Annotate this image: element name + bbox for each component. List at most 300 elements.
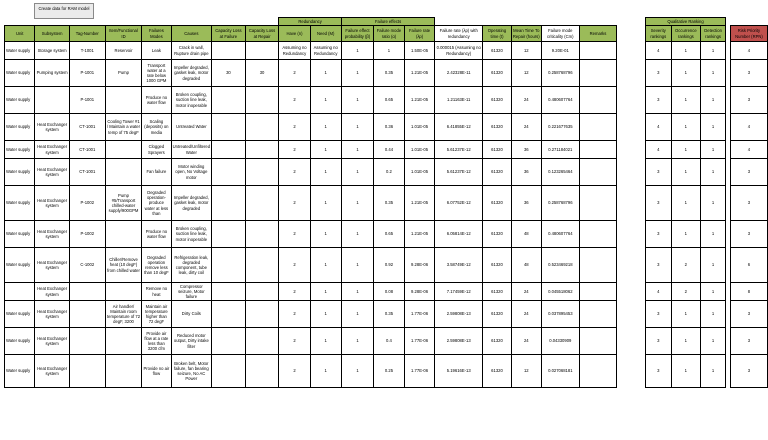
cell-remarks[interactable] (579, 283, 616, 301)
col-occurrence: Occurrence rankings (671, 26, 700, 42)
cell-alpha[interactable]: 0.35 (374, 186, 405, 221)
cell-sev[interactable]: 3 (645, 159, 671, 186)
cell-cm[interactable]: 0.258768796 (541, 60, 579, 87)
cell-det[interactable]: 1 (700, 221, 725, 248)
cell-t[interactable]: 61320 (483, 355, 512, 388)
cell-capf[interactable] (212, 283, 246, 301)
cell-lam[interactable]: 1.21E-05 (404, 186, 435, 221)
cell-have[interactable]: 2 (279, 159, 310, 186)
cell-t[interactable]: 61320 (483, 186, 512, 221)
cell-capf[interactable] (212, 141, 246, 159)
cell-capr[interactable] (245, 328, 279, 355)
cell-need[interactable]: 1 (310, 248, 341, 283)
cell-cause[interactable]: Impeller degraded, gasket leak, motor degraded (171, 60, 211, 87)
cell-cause[interactable]: Motor winding open, No Voltage motor (171, 159, 211, 186)
cell-beta[interactable]: 1 (341, 283, 373, 301)
cell-lam[interactable]: 1.77E-06 (404, 328, 435, 355)
cell-det[interactable]: 1 (700, 42, 725, 60)
cell-beta[interactable]: 1 (341, 186, 373, 221)
cell-sev[interactable]: 3 (645, 87, 671, 114)
cell-tag[interactable]: P-1002 (69, 221, 105, 248)
cell-unit[interactable]: Water supply (5, 328, 35, 355)
cell-mode[interactable]: Degraded operation remove less than 10 degF (142, 248, 171, 283)
cell-alpha[interactable]: 0.65 (374, 87, 405, 114)
cell-cm[interactable]: 0.480607764 (541, 221, 579, 248)
cell-capr[interactable] (245, 42, 279, 60)
cell-occ[interactable]: 1 (671, 114, 700, 141)
cell-tag[interactable]: P-1002 (69, 186, 105, 221)
cell-occ[interactable]: 1 (671, 301, 700, 328)
cell-sub[interactable]: Heat Exchanger system (35, 328, 69, 355)
cell-t[interactable]: 61320 (483, 60, 512, 87)
cell-sub[interactable]: Heat Exchanger system (35, 248, 69, 283)
cell-beta[interactable]: 1 (341, 60, 373, 87)
cell-cause[interactable]: Refrigeration leak, degraded component, tube leak, dirty coil (171, 248, 211, 283)
cell-sev[interactable]: 3 (645, 221, 671, 248)
cell-alpha[interactable]: 0.35 (374, 301, 405, 328)
cell-mttr[interactable]: 24 (511, 87, 541, 114)
cell-t[interactable]: 61320 (483, 283, 512, 301)
cell-occ[interactable]: 1 (671, 328, 700, 355)
cell-mttr[interactable]: 24 (511, 283, 541, 301)
cell-rpn[interactable]: 4 (730, 141, 767, 159)
cell-capf[interactable] (212, 159, 246, 186)
cell-remarks[interactable] (579, 328, 616, 355)
cell-remarks[interactable] (579, 60, 616, 87)
cell-cause[interactable]: Untreated/Unfiltered Water (171, 141, 211, 159)
cell-sev[interactable]: 3 (645, 355, 671, 388)
cell-tag[interactable] (69, 355, 105, 388)
cell-sev[interactable]: 4 (645, 42, 671, 60)
cell-cm[interactable]: 0.045518062 (541, 283, 579, 301)
cell-lamr[interactable]: 2.59808E-13 (435, 328, 483, 355)
cell-t[interactable]: 61320 (483, 328, 512, 355)
cell-have[interactable]: 2 (279, 328, 310, 355)
cell-sev[interactable]: 4 (645, 141, 671, 159)
cell-det[interactable]: 1 (700, 186, 725, 221)
cell-rpn[interactable]: 6 (730, 248, 767, 283)
cell-lamr[interactable]: 7.17459E-12 (435, 283, 483, 301)
cell-occ[interactable]: 1 (671, 186, 700, 221)
table-row (5, 283, 768, 301)
cell-sub[interactable]: Heat Exchanger system (35, 159, 69, 186)
cell-cause[interactable]: Broken coupling, suction line leak, motor inoperable (171, 221, 211, 248)
cell-need[interactable]: 1 (310, 87, 341, 114)
cell-remarks[interactable] (579, 87, 616, 114)
cell-mttr[interactable]: 12 (511, 60, 541, 87)
cell-unit[interactable]: Water supply (5, 42, 35, 60)
cell-need[interactable]: 1 (310, 301, 341, 328)
cell-beta[interactable]: 1 (341, 355, 373, 388)
cell-mttr[interactable]: 24 (511, 301, 541, 328)
cell-sev[interactable]: 4 (645, 283, 671, 301)
cell-remarks[interactable] (579, 186, 616, 221)
cell-cm[interactable]: 0.258768796 (541, 186, 579, 221)
create-ram-data-button[interactable]: Create data for RAM model (34, 3, 94, 19)
cell-remarks[interactable] (579, 301, 616, 328)
cell-have[interactable]: 2 (279, 60, 310, 87)
cell-tag[interactable]: T-1001 (69, 42, 105, 60)
cell-mode[interactable]: Degraded operation-produce water at less than (142, 186, 171, 221)
cell-item[interactable]: Cooling Tower #1 / Maintain a water temp of 75 degF (105, 114, 141, 141)
cell-item[interactable] (105, 141, 141, 159)
cell-item[interactable] (105, 283, 141, 301)
cell-remarks[interactable] (579, 355, 616, 388)
cell-capf[interactable] (212, 186, 246, 221)
fmeca-table (4, 17, 768, 388)
cell-beta[interactable]: 1 (341, 159, 373, 186)
cell-t[interactable]: 61320 (483, 159, 512, 186)
cell-lamr[interactable]: 3.58749E-12 (435, 248, 483, 283)
cell-need[interactable]: Assuming no Redundancy (310, 42, 341, 60)
cell-tag[interactable] (69, 283, 105, 301)
cell-beta[interactable]: 1 (341, 114, 373, 141)
cell-have[interactable]: 2 (279, 283, 310, 301)
cell-beta[interactable]: 1 (341, 141, 373, 159)
cell-t[interactable]: 61320 (483, 221, 512, 248)
cell-rpn[interactable]: 4 (730, 114, 767, 141)
cell-unit[interactable]: Water supply (5, 87, 35, 114)
cell-mttr[interactable]: 36 (511, 141, 541, 159)
cell-unit[interactable] (5, 283, 35, 301)
cell-cm[interactable]: 0.027068181 (541, 355, 579, 388)
cell-capr[interactable] (245, 283, 279, 301)
cell-occ[interactable]: 1 (671, 221, 700, 248)
cell-item[interactable] (105, 159, 141, 186)
cell-mttr[interactable]: 36 (511, 186, 541, 221)
cell-unit[interactable]: Water supply (5, 60, 35, 87)
cell-remarks[interactable] (579, 221, 616, 248)
cell-lamr[interactable]: 0.000015 (Assuming no Redundancy) (435, 42, 483, 60)
cell-item[interactable]: Pump (105, 60, 141, 87)
cell-occ[interactable]: 1 (671, 42, 700, 60)
cell-mode[interactable]: Maintain air temperature higher than 72 degF (142, 301, 171, 328)
cell-t[interactable]: 61320 (483, 114, 512, 141)
cell-tag[interactable]: P-1001 (69, 87, 105, 114)
cell-mttr[interactable]: 48 (511, 221, 541, 248)
cell-mode[interactable]: Leak (142, 42, 171, 60)
cell-cm[interactable]: 0.523469218 (541, 248, 579, 283)
cell-tag[interactable] (69, 328, 105, 355)
cell-alpha[interactable]: 0.35 (374, 60, 405, 87)
cell-capf[interactable] (212, 248, 246, 283)
cell-beta[interactable]: 1 (341, 328, 373, 355)
cell-rpn[interactable]: 3 (730, 328, 767, 355)
cell-occ[interactable]: 1 (671, 87, 700, 114)
cell-alpha[interactable]: 0.08 (374, 283, 405, 301)
cell-det[interactable]: 1 (700, 355, 725, 388)
cell-t[interactable]: 61320 (483, 141, 512, 159)
cell-capf[interactable] (212, 301, 246, 328)
cell-alpha[interactable]: 0.2 (374, 159, 405, 186)
cell-mode[interactable]: Clogged Sprayers (142, 141, 171, 159)
cell-mode[interactable]: Fan failure (142, 159, 171, 186)
cell-lam[interactable]: 1.21E-05 (404, 221, 435, 248)
cell-det[interactable]: 1 (700, 328, 725, 355)
cell-item[interactable] (105, 328, 141, 355)
cell-t[interactable]: 61320 (483, 87, 512, 114)
cell-remarks[interactable] (579, 248, 616, 283)
cell-lamr[interactable]: 6.41855E-12 (435, 114, 483, 141)
cell-tag[interactable]: CT-1001 (69, 141, 105, 159)
cell-rpn[interactable]: 3 (730, 87, 767, 114)
cell-alpha[interactable]: 0.4 (374, 328, 405, 355)
cell-remarks[interactable] (579, 159, 616, 186)
cell-remarks[interactable] (579, 42, 616, 60)
cell-unit[interactable]: Water supply (5, 186, 35, 221)
cell-mttr[interactable]: 48 (511, 248, 541, 283)
cell-lamr[interactable]: 1.21163E-11 (435, 87, 483, 114)
cell-sub[interactable]: Heat Exchanger system (35, 114, 69, 141)
cell-need[interactable]: 1 (310, 141, 341, 159)
cell-capf[interactable] (212, 42, 246, 60)
cell-tag[interactable]: C-1002 (69, 248, 105, 283)
cell-cause[interactable]: Dirty Coils (171, 301, 211, 328)
cell-lamr[interactable]: 5.19616E-13 (435, 355, 483, 388)
cell-capr[interactable] (245, 87, 279, 114)
cell-rpn[interactable]: 4 (730, 42, 767, 60)
cell-det[interactable]: 1 (700, 301, 725, 328)
col-fail-rate: Failure rate (λp) (404, 26, 435, 42)
cell-mttr[interactable]: 36 (511, 159, 541, 186)
cell-mode[interactable]: Provide no air flow (142, 355, 171, 388)
cell-alpha[interactable]: 0.44 (374, 141, 405, 159)
cell-sev[interactable]: 3 (645, 328, 671, 355)
cell-need[interactable]: 1 (310, 221, 341, 248)
col-unit: Unit (5, 26, 35, 42)
cell-sub[interactable] (35, 87, 69, 114)
cell-capr[interactable] (245, 159, 279, 186)
cell-mode[interactable]: Remove no heat (142, 283, 171, 301)
cell-cm[interactable]: 0.271184021 (541, 141, 579, 159)
cell-mode[interactable]: Produce no water flow (142, 221, 171, 248)
cell-cause[interactable]: Impeller degraded, gasket leak, motor degraded (171, 186, 211, 221)
cell-have[interactable]: 2 (279, 355, 310, 388)
cell-occ[interactable]: 1 (671, 159, 700, 186)
cell-capr[interactable] (245, 301, 279, 328)
cell-mode[interactable]: Transport water at a rate below 1000 GPM (142, 60, 171, 87)
cell-cm[interactable]: 9.20E-01 (541, 42, 579, 60)
cell-cm[interactable]: 0.480607764 (541, 87, 579, 114)
cell-have[interactable]: 2 (279, 87, 310, 114)
cell-lam[interactable]: 1.01E-05 (404, 141, 435, 159)
cell-beta[interactable]: 1 (341, 42, 373, 60)
cell-capr[interactable] (245, 114, 279, 141)
cell-rpn[interactable]: 3 (730, 186, 767, 221)
cell-cm[interactable]: 0.04330909 (541, 328, 579, 355)
cell-mttr[interactable]: 12 (511, 355, 541, 388)
cell-tag[interactable]: CT-1001 (69, 114, 105, 141)
cell-need[interactable]: 1 (310, 328, 341, 355)
cell-unit[interactable]: Water supply (5, 159, 35, 186)
cell-rpn[interactable]: 3 (730, 60, 767, 87)
cell-sev[interactable]: 3 (645, 301, 671, 328)
cell-capr[interactable] (245, 186, 279, 221)
cell-beta[interactable]: 1 (341, 301, 373, 328)
cell-alpha[interactable]: 1 (374, 42, 405, 60)
cell-unit[interactable]: Water supply (5, 141, 35, 159)
cell-need[interactable]: 1 (310, 283, 341, 301)
cell-need[interactable]: 1 (310, 114, 341, 141)
cell-cause[interactable]: Compressor seizure, Motor failure (171, 283, 211, 301)
cell-t[interactable]: 61320 (483, 42, 512, 60)
cell-item[interactable]: Air handler/ Maintain room temperature of 72 degF, 3200 (105, 301, 141, 328)
cell-item[interactable]: Pump #5/Transport chilled-water supply/900GPM (105, 186, 141, 221)
cell-cause[interactable]: Untreated Water (171, 114, 211, 141)
cell-lamr[interactable]: 5.61237E-12 (435, 159, 483, 186)
cell-capr[interactable] (245, 355, 279, 388)
cell-sub[interactable]: Heat Exchanger system (35, 283, 69, 301)
cell-capf[interactable] (212, 87, 246, 114)
cell-det[interactable]: 1 (700, 159, 725, 186)
cell-t[interactable]: 61320 (483, 248, 512, 283)
cell-sub[interactable]: Heat Exchanger system (35, 221, 69, 248)
cell-have[interactable]: 2 (279, 221, 310, 248)
cell-remarks[interactable] (579, 114, 616, 141)
cell-capf[interactable] (212, 114, 246, 141)
cell-mode[interactable]: Scaling (deposits) on media (142, 114, 171, 141)
cell-beta[interactable]: 1 (341, 87, 373, 114)
cell-alpha[interactable]: 0.25 (374, 355, 405, 388)
cell-cm[interactable]: 0.037895453 (541, 301, 579, 328)
cell-cm[interactable]: 0.221677635 (541, 114, 579, 141)
cell-occ[interactable]: 2 (671, 248, 700, 283)
cell-item[interactable] (105, 87, 141, 114)
cell-capr[interactable]: 30 (245, 60, 279, 87)
cell-det[interactable]: 1 (700, 87, 725, 114)
cell-have[interactable]: 2 (279, 114, 310, 141)
cell-need[interactable]: 1 (310, 355, 341, 388)
cell-unit[interactable]: Water supply (5, 221, 35, 248)
cell-sub[interactable]: Heat Exchanger system (35, 186, 69, 221)
cell-cause[interactable]: Broken coupling, suction line leak, motor inoperable (171, 87, 211, 114)
cell-item[interactable]: Chiller/Remove heat (10 degF) from chilled water (105, 248, 141, 283)
cell-unit[interactable]: Water supply (5, 301, 35, 328)
cell-det[interactable]: 1 (700, 283, 725, 301)
cell-det[interactable]: 1 (700, 60, 725, 87)
cell-rpn[interactable]: 8 (730, 283, 767, 301)
cell-mode[interactable]: Produce no water flow (142, 87, 171, 114)
cell-cause[interactable]: Broken belt, Motor failure, fan bearing seizure, No AC Power (171, 355, 211, 388)
cell-capf[interactable] (212, 355, 246, 388)
cell-unit[interactable]: Water supply (5, 248, 35, 283)
cell-capf[interactable] (212, 221, 246, 248)
cell-occ[interactable]: 2 (671, 283, 700, 301)
cell-lam[interactable]: 1.77E-06 (404, 301, 435, 328)
cell-cause[interactable]: Reduced motor output, Dirty intake filter (171, 328, 211, 355)
cell-beta[interactable]: 1 (341, 221, 373, 248)
cell-lamr[interactable]: 5.61237E-12 (435, 141, 483, 159)
cell-tag[interactable]: CT-1001 (69, 159, 105, 186)
cell-rpn[interactable]: 3 (730, 301, 767, 328)
cell-lamr[interactable]: 2.59808E-13 (435, 301, 483, 328)
cell-mode[interactable]: Provide air flow at a rate less than 3200 cfm (142, 328, 171, 355)
cell-mttr[interactable]: 12 (511, 42, 541, 60)
cell-lam[interactable]: 1.01E-05 (404, 159, 435, 186)
cell-tag[interactable] (69, 301, 105, 328)
cell-need[interactable]: 1 (310, 159, 341, 186)
cell-rpn[interactable]: 3 (730, 355, 767, 388)
cell-rpn[interactable]: 3 (730, 221, 767, 248)
cell-occ[interactable]: 1 (671, 60, 700, 87)
cell-alpha[interactable]: 0.65 (374, 221, 405, 248)
cell-occ[interactable]: 1 (671, 355, 700, 388)
cell-have[interactable]: 2 (279, 248, 310, 283)
cell-unit[interactable]: Water supply (5, 355, 35, 388)
cell-capf[interactable]: 30 (212, 60, 246, 87)
cell-sub[interactable]: Heat Exchanger system (35, 301, 69, 328)
cell-det[interactable]: 1 (700, 248, 725, 283)
table-row (5, 141, 768, 159)
cell-need[interactable]: 1 (310, 186, 341, 221)
cell-alpha[interactable]: 0.92 (374, 248, 405, 283)
cell-sub[interactable]: Heat Exchanger system (35, 355, 69, 388)
cell-tag[interactable]: P-1001 (69, 60, 105, 87)
cell-occ[interactable]: 1 (671, 141, 700, 159)
cell-lam[interactable]: 9.28E-06 (404, 283, 435, 301)
cell-lamr[interactable]: 6.07752E-12 (435, 186, 483, 221)
cell-mttr[interactable]: 24 (511, 328, 541, 355)
cell-cause[interactable]: Crack in wall, Rupture drain pipe (171, 42, 211, 60)
cell-lam[interactable]: 1.21E-05 (404, 87, 435, 114)
col-tag: Tag-Number (69, 26, 105, 42)
cell-sev[interactable]: 4 (645, 114, 671, 141)
group-header-row (5, 18, 768, 26)
cell-capr[interactable] (245, 221, 279, 248)
cell-sub[interactable]: Storage system (35, 42, 69, 60)
cell-lamr[interactable]: 6.05814E-12 (435, 221, 483, 248)
cell-t[interactable]: 61320 (483, 301, 512, 328)
cell-lam[interactable]: 1.01E-05 (404, 114, 435, 141)
cell-det[interactable]: 1 (700, 141, 725, 159)
cell-need[interactable]: 1 (310, 60, 341, 87)
cell-capr[interactable] (245, 248, 279, 283)
cell-remarks[interactable] (579, 141, 616, 159)
cell-sub[interactable]: Heat Exchanger system (35, 141, 69, 159)
cell-alpha[interactable]: 0.36 (374, 114, 405, 141)
cell-lamr[interactable]: 2.42328E-11 (435, 60, 483, 87)
cell-mttr[interactable]: 24 (511, 114, 541, 141)
cell-lam[interactable]: 1.77E-06 (404, 355, 435, 388)
cell-have[interactable]: Assuming no Redundancy (279, 42, 310, 60)
cell-item[interactable]: Reservoir (105, 42, 141, 60)
cell-capf[interactable] (212, 328, 246, 355)
cell-sev[interactable]: 3 (645, 248, 671, 283)
cell-lam[interactable]: 1.50E-05 (404, 42, 435, 60)
table-row (5, 159, 768, 186)
cell-have[interactable]: 2 (279, 186, 310, 221)
cell-cm[interactable]: 0.123265464 (541, 159, 579, 186)
cell-rpn[interactable]: 3 (730, 159, 767, 186)
cell-det[interactable]: 1 (700, 114, 725, 141)
col-rpn: Risk Priority Number (RPN) (730, 26, 767, 42)
cell-unit[interactable]: Water supply (5, 114, 35, 141)
col-fe-prob: Failure effect probability (β) (341, 26, 373, 42)
redundancy-group-header: Redundancy (279, 18, 341, 26)
cell-lam[interactable]: 9.28E-06 (404, 248, 435, 283)
cell-beta[interactable]: 1 (341, 248, 373, 283)
cell-sev[interactable]: 3 (645, 186, 671, 221)
cell-sub[interactable]: Pumping system (35, 60, 69, 87)
cell-sev[interactable]: 3 (645, 60, 671, 87)
cell-capr[interactable] (245, 141, 279, 159)
cell-item[interactable] (105, 221, 141, 248)
cell-have[interactable]: 2 (279, 301, 310, 328)
cell-have[interactable]: 2 (279, 141, 310, 159)
cell-item[interactable] (105, 355, 141, 388)
table-row (5, 114, 768, 141)
cell-lam[interactable]: 1.21E-05 (404, 60, 435, 87)
